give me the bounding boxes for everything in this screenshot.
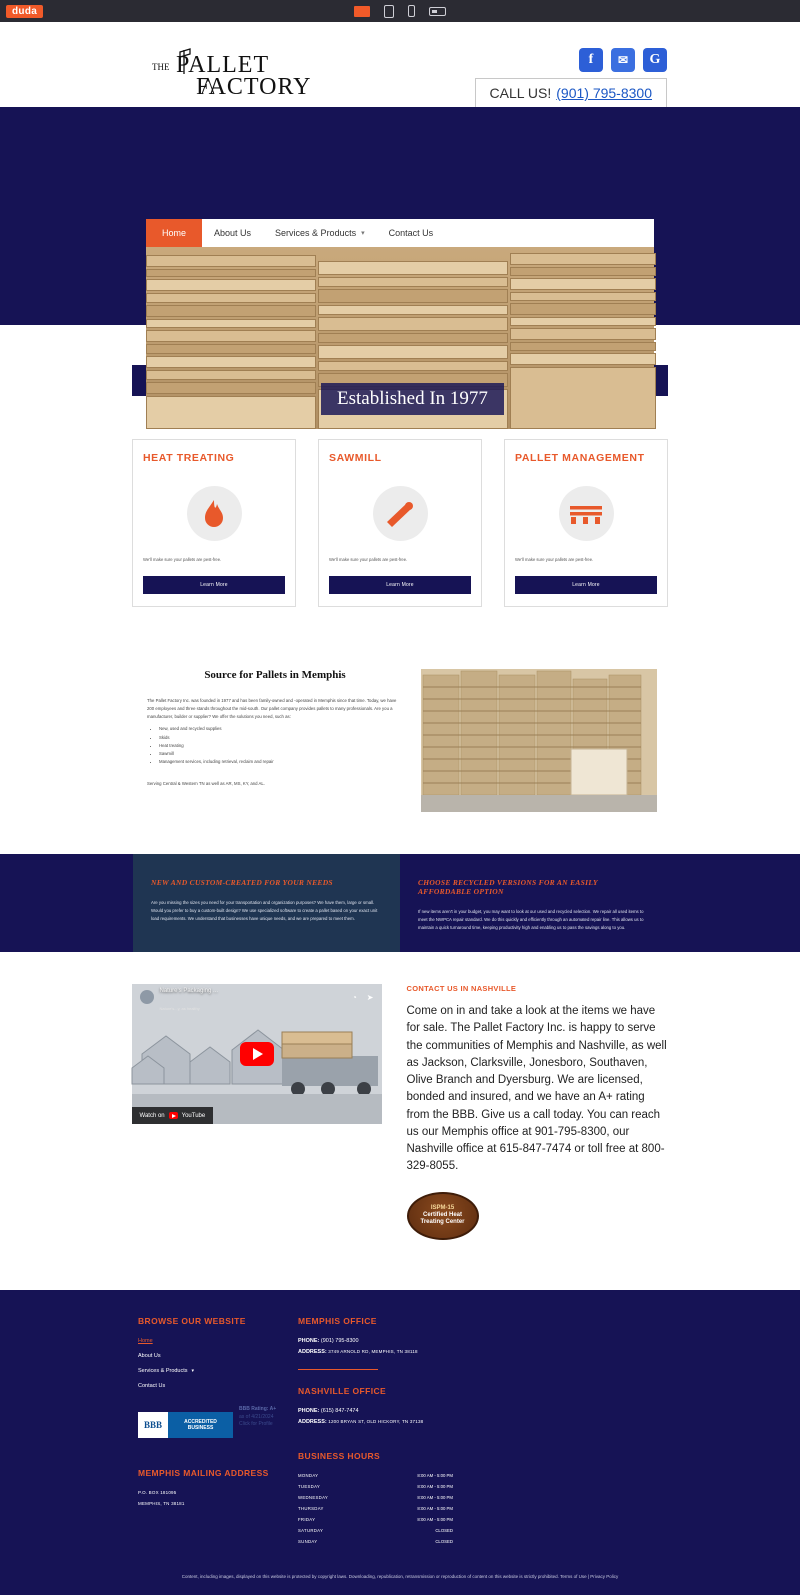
main-navigation: [146, 219, 654, 247]
about-service-area: Serving Central & Western TN as well as AR, MS, KY, and AL.: [147, 781, 265, 787]
youtube-icon: [169, 1112, 178, 1119]
hours-time: 8:00 AM - 5:00 PM: [417, 1516, 453, 1522]
seal-line-1: ISPM-15: [430, 1205, 455, 1212]
service-card-text: We'll make sure your pallets are pest-free.: [515, 557, 594, 562]
services-cards: [132, 439, 668, 607]
table-row: [298, 1539, 628, 1544]
hours-day: SATURDAY: [298, 1527, 324, 1533]
hours-day: WEDNESDAY: [298, 1494, 329, 1500]
terms-of-use-link[interactable]: Terms of Use: [560, 1573, 587, 1579]
youtube-brand: YouTube: [181, 1112, 206, 1119]
value-prop-text: If new items aren't in your budget, you may want to look at our used and recycled selection. We repair all used items to meet the NWPCA repair standard. We do this quickly and efficiently through an automated repair line. This allows us to maintain a quick turnaround time, keeping productivity high and enabling us to pass the savings along to you.: [418, 909, 644, 931]
call-us-label: CALL US!: [489, 85, 552, 101]
learn-more-button[interactable]: Learn More: [329, 576, 471, 594]
bbb-letters: BBB: [143, 1419, 162, 1430]
service-card-heat-treating[interactable]: [132, 439, 296, 607]
service-card-sawmill[interactable]: [318, 439, 482, 607]
footer-memphis-heading: MEMPHIS OFFICE: [298, 1315, 377, 1326]
nav-item-about-us[interactable]: [202, 219, 263, 247]
footer-browse-heading: BROWSE OUR WEBSITE: [138, 1315, 246, 1326]
service-card-text: We'll make sure your pallets are pest-free.: [143, 557, 222, 562]
copyright-text: Content, including images, displayed on this website is protected by copyright laws. Downloading, republication, retransmission or reproduction of content on this website is strictly prohibited.: [181, 1573, 559, 1579]
watch-label: Watch on: [139, 1112, 165, 1119]
about-bullet-list: [159, 725, 403, 766]
video-header: [132, 984, 382, 1010]
footer-nashville-address: 1200 BRYAN ST, OLD HICKORY, TN 37138: [328, 1418, 424, 1424]
service-card-text: We'll make sure your pallets are pest-free.: [329, 557, 408, 562]
footer-memphis-phone[interactable]: (901) 795-8300: [320, 1337, 359, 1344]
table-row: [298, 1528, 628, 1533]
chevron-down-icon: ▾: [191, 1367, 195, 1374]
nav-label-about-us: About Us: [214, 228, 252, 238]
hours-time: 8:00 AM - 5:00 PM: [417, 1494, 453, 1500]
call-us-phone-link[interactable]: (901) 795-8300: [556, 85, 652, 101]
table-row: [298, 1495, 628, 1500]
footer-mailing-line1: P.O. BOX 181095: [138, 1489, 177, 1495]
saw-blade-icon: [373, 486, 428, 541]
service-card-title: PALLET MANAGEMENT: [515, 452, 645, 464]
footer-link-about-us[interactable]: About Us: [138, 1352, 161, 1359]
bbb-rating: BBB Rating: A+: [239, 1406, 277, 1413]
table-row: [298, 1484, 628, 1489]
address-label: ADDRESS:: [298, 1418, 327, 1425]
footer-nashville-heading: NASHVILLE OFFICE: [298, 1385, 387, 1396]
nav-label-contact-us: Contact Us: [388, 228, 434, 238]
about-paragraph: The Pallet Factory Inc. was founded in 1977 and has been family-owned and -operated in Memphis since that time. Today, we have 200 employees and three stands throughout the mid-south. Our pallet company provides pallets to many professionals. Are you a manufacturer, builder or supplier? We offer the solutions you need, such as:: [147, 698, 397, 720]
hero-badge: Established In 1977: [321, 383, 504, 415]
duda-logo[interactable]: duda: [6, 5, 43, 18]
phone-icon[interactable]: [408, 5, 415, 17]
call-us-box[interactable]: [475, 78, 667, 108]
table-row: [298, 1517, 628, 1522]
video-title: Nature's Packaging ...: [159, 988, 219, 994]
list-item: • New, used and recycled supplies: [159, 725, 403, 733]
pallet-icon: [559, 486, 614, 541]
hours-time: CLOSED: [435, 1527, 453, 1533]
footer-link-home[interactable]: Home: [138, 1337, 153, 1344]
service-card-title: HEAT TREATING: [143, 452, 235, 464]
device-preview-switcher: [0, 0, 800, 22]
email-icon[interactable]: ✉: [611, 48, 635, 72]
phone-label: PHONE:: [298, 1407, 320, 1414]
about-heading: Source for Pallets in Memphis: [204, 669, 346, 681]
footer-mailing-line2: MEMPHIS, TN 38181: [138, 1500, 185, 1506]
clock-icon[interactable]: ◔: [351, 992, 357, 1002]
nav-item-home[interactable]: [146, 219, 202, 247]
video-contact-section: [0, 984, 800, 1240]
seal-line-3: Treating Center: [420, 1218, 465, 1225]
avatar: [140, 990, 154, 1004]
footer-browse-column: [138, 1316, 298, 1550]
flame-icon: [187, 486, 242, 541]
nav-item-contact-us[interactable]: [377, 219, 446, 247]
editor-toolbar: [0, 0, 800, 22]
google-icon[interactable]: G: [643, 48, 667, 72]
footer-mailing-heading: MEMPHIS MAILING ADDRESS: [138, 1467, 269, 1478]
contact-block: [407, 984, 669, 1240]
hours-time: CLOSED: [435, 1538, 453, 1544]
about-section: [0, 669, 800, 812]
play-button[interactable]: [240, 1042, 274, 1066]
learn-more-button[interactable]: Learn More: [143, 576, 285, 594]
list-item: • Sawmill: [159, 750, 403, 758]
value-prop-custom: [133, 854, 400, 952]
hours-day: FRIDAY: [298, 1516, 316, 1522]
facebook-icon[interactable]: f: [579, 48, 603, 72]
site-footer: [0, 1290, 800, 1595]
hours-time: 8:00 AM - 5:00 PM: [417, 1483, 453, 1489]
contact-body: Come on in and take a look at the items we have for sale. The Pallet Factory Inc. is happy to serve the communities of Memphis and Nashville, as well as Jackson, Clarksville, Jonesboro, Southaven, Olive Branch and Dyersburg. We are licensed, bonded and insured, and we have an A+ rating from the BBB. Give us a call today. You can reach us our Memphis office at 901-795-8300, our Nashville office at 615-847-7474 or toll free at 800-329-8055.: [406, 1005, 667, 1173]
divider: [298, 1369, 378, 1370]
youtube-video-player[interactable]: [132, 984, 382, 1124]
address-label: ADDRESS:: [298, 1348, 327, 1355]
value-props-section: [0, 854, 800, 952]
value-prop-text: Are you missing the sizes you need for your transportation and organization purposes? We have them, large or small. Would you prefer to buy a custom-built design? We use specialized software to create a pallet based on your exact unit load requirements. We understand that businesses have unique needs, and we are prepared to meet them.: [151, 900, 378, 922]
footer-memphis-address: 3749 ARNOLD RD, MEMPHIS, TN 38118: [328, 1348, 418, 1354]
privacy-policy-link[interactable]: Privacy Policy: [590, 1573, 619, 1579]
nav-label-services-products: Services & Products: [275, 228, 357, 238]
pallet-yard-illustration: [421, 669, 657, 812]
hours-day: TUESDAY: [298, 1483, 321, 1489]
hours-day: SUNDAY: [298, 1538, 318, 1544]
site-logo[interactable]: [150, 44, 330, 99]
share-icon[interactable]: ➤: [366, 992, 374, 1002]
footer-memphis-phone-row: [298, 1338, 628, 1344]
bbb-profile-link[interactable]: Click for Profile: [239, 1421, 273, 1428]
service-card-pallet-management[interactable]: [504, 439, 668, 607]
svg-text:THE: THE: [152, 62, 170, 72]
bbb-accredited-line: ACCREDITED: [184, 1418, 217, 1425]
footer-hours-heading: BUSINESS HOURS: [298, 1450, 381, 1461]
site-header: [0, 22, 800, 107]
footer-link-contact-us[interactable]: Contact Us: [138, 1382, 166, 1389]
widescreen-icon[interactable]: [429, 7, 446, 16]
phone-label: PHONE:: [298, 1337, 320, 1344]
list-item: • Management services, including retrieval, reclaim and repair: [159, 758, 403, 766]
footer-nashville-phone-row: [298, 1408, 628, 1414]
footer-offices-column: [298, 1316, 628, 1550]
chevron-down-icon: ▾: [361, 230, 365, 237]
hours-day: THURSDAY: [298, 1505, 324, 1511]
about-text-block: [143, 669, 403, 812]
hours-day: MONDAY: [298, 1472, 319, 1478]
video-subtitle: Nature's...y, as healthy: [159, 1006, 200, 1011]
nav-item-services-products[interactable]: [263, 219, 377, 247]
learn-more-button[interactable]: Learn More: [515, 576, 657, 594]
hero-section: [0, 107, 800, 409]
footer-nashville-phone[interactable]: (615) 847-7474: [320, 1407, 359, 1414]
contact-heading: CONTACT US IN NASHVILLE: [406, 984, 517, 993]
hours-time: 8:00 AM - 5:00 PM: [417, 1505, 453, 1511]
svg-text:PALLET: PALLET: [176, 52, 270, 78]
hero-image: [146, 247, 654, 429]
list-item: • Skids: [159, 734, 403, 742]
svg-text:FACTORY: FACTORY: [196, 74, 312, 100]
footer-copyright: Content, including images, displayed on this website is protected by copyright laws. Downloading, republication, retransmission or reproduction of content on this website is strictly prohibited. Terms of Use | Privacy Policy: [181, 1573, 619, 1579]
service-card-title: SAWMILL: [329, 452, 382, 464]
bbb-rating-date: as of 4/21/2024: [239, 1413, 274, 1420]
social-links: [579, 48, 667, 72]
footer-memphis-address-row: [298, 1349, 628, 1355]
ispm15-seal: [407, 1192, 479, 1240]
table-row: [298, 1473, 628, 1478]
nav-label-home: Home: [162, 228, 187, 238]
tablet-icon[interactable]: [384, 5, 394, 18]
seal-line-2: Certified Heat: [422, 1212, 462, 1219]
value-prop-recycled: [400, 854, 667, 952]
footer-nashville-address-row: [298, 1419, 628, 1425]
pallet-factory-logo-icon: [150, 44, 330, 99]
hours-time: 8:00 AM - 5:00 PM: [417, 1472, 453, 1478]
value-prop-title: CHOOSE RECYCLED VERSIONS FOR AN EASILY AFFORDABLE OPTION: [418, 878, 598, 896]
footer-link-label: Services & Products: [138, 1367, 188, 1374]
list-item: • Heat treating: [159, 742, 403, 750]
footer-link-services-products[interactable]: [138, 1368, 298, 1374]
table-row: [298, 1506, 628, 1511]
about-image: [421, 669, 657, 812]
value-prop-title: NEW AND CUSTOM-CREATED FOR YOUR NEEDS: [151, 878, 333, 887]
watch-on-youtube-link[interactable]: [132, 1107, 214, 1124]
desktop-icon[interactable]: [354, 6, 370, 17]
business-hours-table: [298, 1473, 628, 1544]
bbb-accredited-badge[interactable]: [138, 1412, 233, 1438]
bbb-business-line: BUSINESS: [187, 1424, 214, 1431]
